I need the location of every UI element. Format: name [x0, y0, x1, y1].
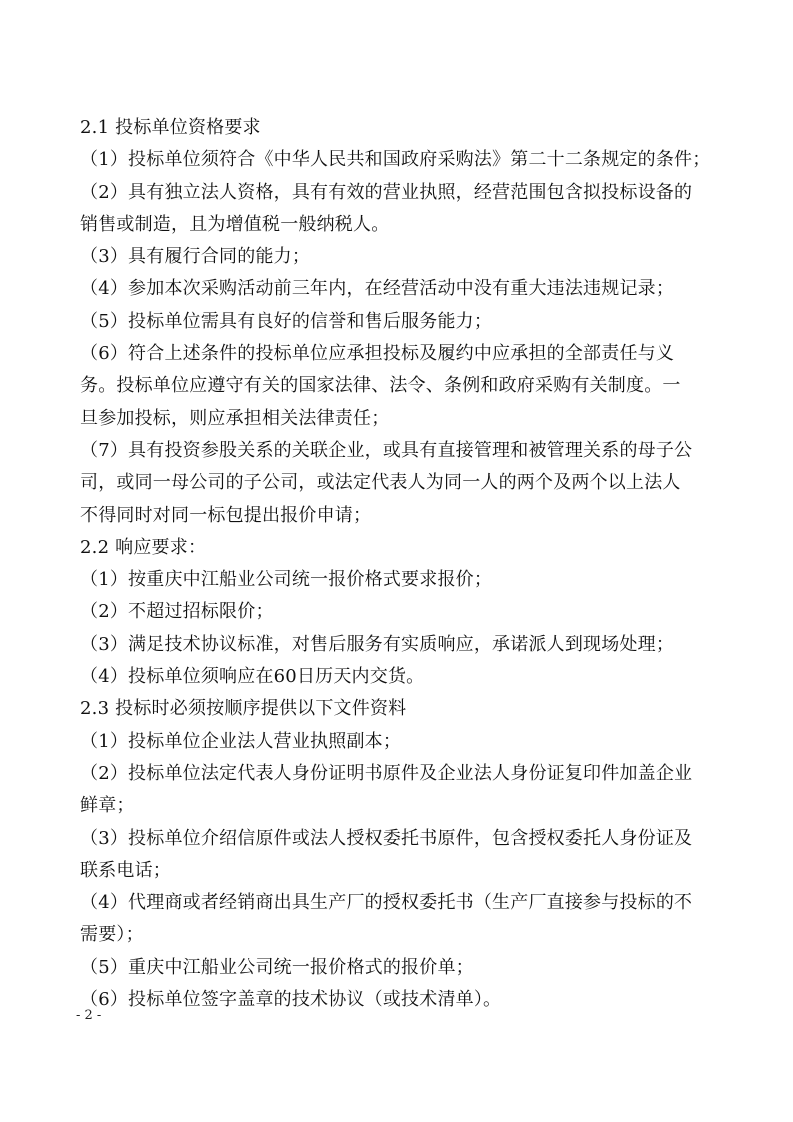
- text-line: （6）符合上述条件的投标单位应承担投标及履约中应承担的全部责任与义: [80, 343, 675, 365]
- text-line: （1）投标单位企业法人营业执照副本；: [80, 730, 402, 752]
- text-line: （6）投标单位签字盖章的技术协议（或技术清单）。: [80, 989, 502, 1011]
- heading-2-1: 2.1 投标单位资格要求: [80, 117, 261, 138]
- text-line: （1）按重庆中江船业公司统一报价格式要求报价；: [80, 569, 493, 591]
- text-line: （1）投标单位须符合《中华人民共和国政府采购法》第二十二条规定的条件；: [80, 149, 711, 171]
- text-line: （4）代理商或者经销商出具生产厂的授权委托书（生产厂直接参与投标的不: [80, 892, 693, 914]
- text-line: （7）具有投资参股关系的关联企业，或具有直接管理和被管理关系的母子公: [80, 439, 693, 461]
- text-line: 需要）；: [80, 924, 144, 946]
- text-line: （2）不超过招标限价；: [80, 601, 274, 623]
- text-line: 不得同时对同一标包提出报价申请；: [80, 504, 372, 526]
- text-line: 旦参加投标，则应承担相关法律责任；: [80, 407, 390, 429]
- text-line: （4）参加本次采购活动前三年内，在经营活动中没有重大违法违规记录；: [80, 278, 675, 300]
- text-line: 销售或制造，且为增值税一般纳税人。: [80, 213, 390, 235]
- text-line: （4）投标单位须响应在60日历天内交货。: [80, 666, 425, 688]
- text-line: （5）重庆中江船业公司统一报价格式的报价单；: [80, 956, 474, 978]
- text-line: 鲜章；: [80, 795, 135, 817]
- text-line: （5）投标单位需具有良好的信誉和售后服务能力；: [80, 310, 493, 332]
- text-line: 司，或同一母公司的子公司，或法定代表人为同一人的两个及两个以上法人: [80, 472, 681, 494]
- page-number: - 2 -: [76, 1008, 102, 1023]
- text-line: （2）具有独立法人资格，具有有效的营业执照，经营范围包含拟投标设备的: [80, 181, 693, 203]
- heading-2-2: 2.2 响应要求：: [80, 536, 207, 558]
- text-line: （3）投标单位介绍信原件或法人授权委托书原件，包含授权委托人身份证及: [80, 827, 693, 849]
- document-body: [80, 112, 720, 1016]
- text-line: 务。投标单位应遵守有关的国家法律、法令、条例和政府采购有关制度。一: [80, 375, 681, 397]
- text-line: 联系电话；: [80, 859, 171, 881]
- heading-2-3: 2.3 投标时必须按顺序提供以下文件资料: [80, 698, 407, 720]
- text-line: （2）投标单位法定代表人身份证明书原件及企业法人身份证复印件加盖企业: [80, 762, 693, 784]
- text-line: （3）具有履行合同的能力；: [80, 246, 311, 268]
- text-line: （3）满足技术协议标准，对售后服务有实质响应，承诺派人到现场处理；: [80, 633, 675, 655]
